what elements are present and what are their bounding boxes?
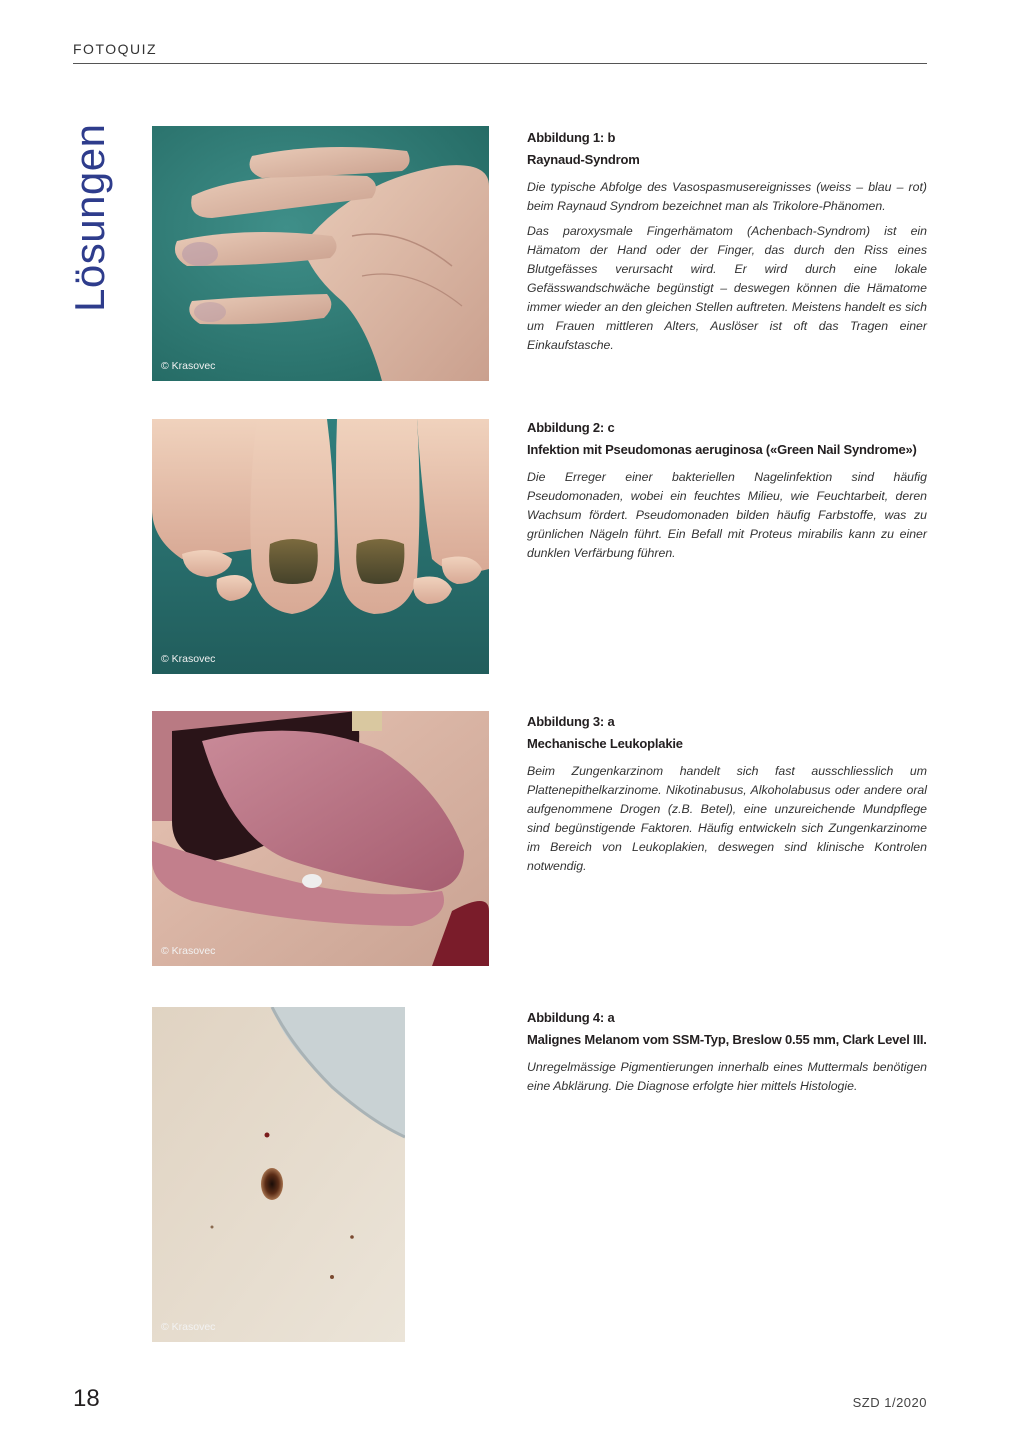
figure-1-photo — [152, 126, 489, 381]
figure-number: Abbildung 3: a — [527, 714, 615, 729]
journal-reference: SZD 1/2020 — [852, 1395, 927, 1410]
figure-3-caption — [527, 713, 927, 882]
figure-title: Raynaud-Syndrom — [527, 152, 640, 167]
toenails-image — [152, 419, 489, 674]
figure-title: Mechanische Leukoplakie — [527, 736, 683, 751]
figure-title: Malignes Melanom vom SSM-Typ, Breslow 0.55 mm, Clark Level III. — [527, 1032, 927, 1047]
figure-number: Abbildung 1: b — [527, 130, 616, 145]
header-rule — [73, 63, 927, 64]
hand-image — [152, 126, 489, 381]
figure-4-caption — [527, 1009, 927, 1102]
figure-1-caption — [527, 129, 927, 361]
photo-credit: © Krasovec — [161, 1321, 216, 1333]
figure-2-photo — [152, 419, 489, 674]
figure-title: Infektion mit Pseudomonas aeruginosa («Green Nail Syndrome») — [527, 442, 917, 457]
melanoma-image — [152, 1007, 405, 1342]
figure-number: Abbildung 4: a — [527, 1010, 615, 1025]
caption-paragraph: Die typische Abfolge des Vasospasmusereignisses (weiss – blau – rot) beim Raynaud Syndrom bezeichnet man als Trikolore-Phänomen. — [527, 180, 927, 213]
section-title: Lösungen — [66, 123, 113, 312]
photo-credit: © Krasovec — [161, 360, 216, 372]
caption-paragraph: Die Erreger einer bakteriellen Nagelinfektion sind häufig Pseudomonaden, wobei ein feuchtes Milieu, wie Feuchtarbeit, deren Wachsum fördert. Pseudomonaden bilden häufig Farbstoffe, was zu grünlichen Nägeln führt. Ein Befall mit Proteus mirabilis kann zu einer dunklen Verfärbung führen. — [527, 470, 927, 560]
figure-3-photo — [152, 711, 489, 966]
figure-4-photo — [152, 1007, 405, 1342]
caption-paragraph: Das paroxysmale Fingerhämatom (Achenbach-Syndrom) ist ein Hämatom der Hand oder der Finger, das durch den Riss eines Blutgefässes verursacht wird. Er wird durch eine lokale Gefässwandschwäche begünstigt – deswegen können die Hämatome immer wieder an den gleichen Stellen auftreten. Meistens handelt es sich um Frauen mittleren Alters, Auslöser ist oft das Tragen einer Einkaufstasche. — [527, 224, 927, 352]
caption-paragraph: Beim Zungenkarzinom handelt sich fast ausschliesslich um Plattenepithelkarzinome. Nikotinabusus, Alkoholabusus oder andere oral aufgenommene Drogen (z.B. Betel), eine unzureichende Mundpflege sind begünstigende Faktoren. Häufig entwickeln sich Zungenkarzinome im Bereich von Leukoplakien, deswegen sind klinische Kontrolen notwendig. — [527, 764, 927, 873]
page-number: 18 — [73, 1385, 100, 1412]
photo-credit: © Krasovec — [161, 653, 216, 665]
caption-paragraph: Unregelmässige Pigmentierungen innerhalb eines Muttermals benötigen eine Abklärung. Die Diagnose erfolgte hier mittels Histologie. — [527, 1060, 927, 1093]
photo-credit: © Krasovec — [161, 945, 216, 957]
running-header: FOTOQUIZ — [73, 41, 158, 57]
tongue-image — [152, 711, 489, 966]
figure-2-caption — [527, 419, 927, 569]
figure-number: Abbildung 2: c — [527, 420, 615, 435]
